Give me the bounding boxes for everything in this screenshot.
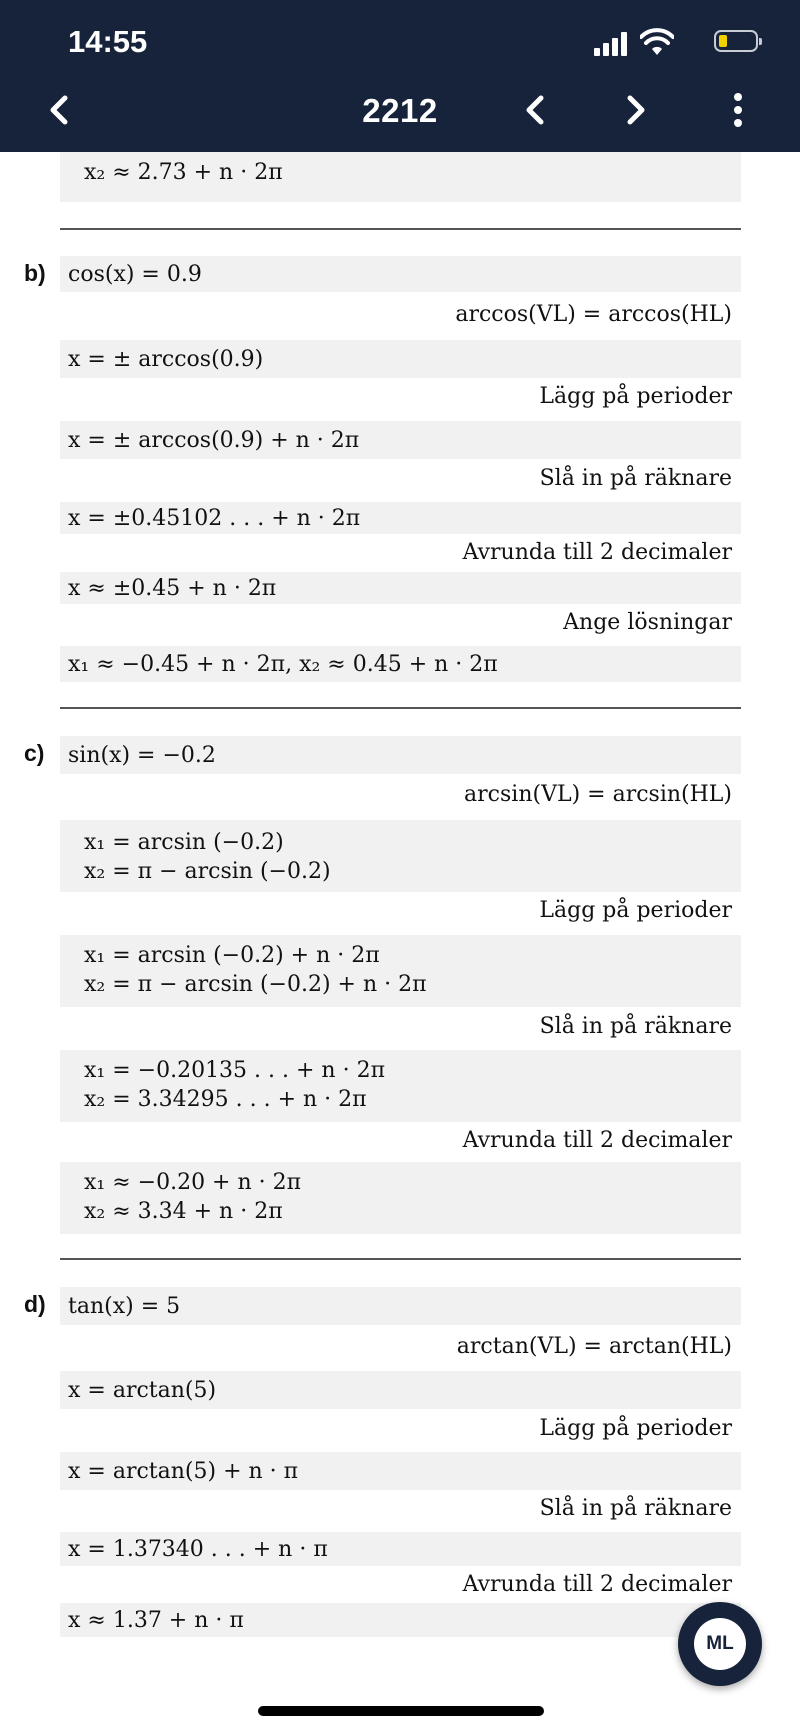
math-line: x₁ ≈ −0.20 + n · 2π [84,1170,302,1195]
status-icons [588,26,758,60]
math-box [60,646,741,682]
math-box [60,572,741,604]
status-time: 14:55 [68,24,148,59]
ml-floating-button[interactable] [678,1602,762,1686]
math-line: x₂ ≈ 2.73 + n · 2π [84,160,283,185]
step-hint: arcsin(VL) = arcsin(HL) [464,782,732,807]
math-box [60,1532,741,1566]
step-hint: Avrunda till 2 decimaler [462,1572,732,1597]
page-title: 2212 [362,92,438,129]
chevron-left-icon [516,90,556,130]
math-box [60,820,741,892]
step-hint: Ange lösningar [563,610,732,635]
previous-exercise-button[interactable] [516,90,556,130]
math-line: x = ±0.45102 . . . + n · 2π [68,505,361,531]
math-box [60,256,741,292]
math-box [60,421,741,459]
math-line: x₁ = arcsin (−0.2) + n · 2π [84,943,380,968]
divider [60,228,741,230]
math-box [60,1452,741,1490]
math-box [60,1371,741,1409]
step-hint: Slå in på räknare [539,466,732,491]
divider [60,707,741,709]
math-line: x = arctan(5) [68,1377,217,1403]
chevron-right-icon [615,90,655,130]
more-options-button[interactable] [718,90,758,130]
section-label-c: c) [24,740,45,766]
step-hint: Avrunda till 2 decimaler [462,540,732,565]
section-label-d: d) [24,1291,46,1317]
math-line: x ≈ 1.37 + n · π [68,1607,244,1633]
math-box [60,935,741,1007]
math-line: x ≈ ±0.45 + n · 2π [68,575,277,601]
math-line: x₁ ≈ −0.45 + n · 2π, x₂ ≈ 0.45 + n · 2π [68,651,498,677]
step-hint: Lägg på perioder [539,1416,732,1441]
step-hint: arccos(VL) = arccos(HL) [455,302,732,327]
math-box [60,340,741,378]
math-line: sin(x) = −0.2 [68,742,216,768]
math-box [60,1050,741,1122]
math-box [60,502,741,534]
home-indicator[interactable] [258,1706,544,1716]
math-line: tan(x) = 5 [68,1293,181,1319]
app-header [0,0,800,152]
step-hint: Slå in på räknare [539,1014,732,1039]
step-hint: Slå in på räknare [539,1496,732,1521]
math-line: x₂ = 3.34295 . . . + n · 2π [84,1087,367,1112]
math-box [60,736,741,774]
battery-icon [714,30,758,52]
step-hint: Lägg på perioder [539,384,732,409]
step-hint: Lägg på perioder [539,898,732,923]
math-box [60,1162,741,1234]
math-line: x = ± arccos(0.9) [68,346,264,372]
math-line: x₁ = −0.20135 . . . + n · 2π [84,1058,386,1083]
math-line: x = 1.37340 . . . + n · π [68,1536,328,1562]
next-exercise-button[interactable] [615,90,655,130]
cellular-signal-icon [594,30,630,56]
math-line: x₂ = π − arcsin (−0.2) [84,859,331,884]
more-vertical-icon [718,90,758,130]
divider [60,1258,741,1260]
step-hint: arctan(VL) = arctan(HL) [456,1334,732,1359]
math-line: x₂ = π − arcsin (−0.2) + n · 2π [84,972,427,997]
math-line: x₂ ≈ 3.34 + n · 2π [84,1199,283,1224]
math-line: x₁ = arcsin (−0.2) [84,830,284,855]
section-label-b: b) [24,260,46,286]
step-hint: Avrunda till 2 decimaler [462,1128,732,1153]
ml-logo: ML [694,1618,746,1670]
math-box [60,1287,741,1325]
wifi-icon [640,28,674,56]
math-line: x = arctan(5) + n · π [68,1458,299,1484]
math-box [60,1603,741,1637]
math-line: cos(x) = 0.9 [68,261,202,287]
nav-bar [0,84,800,140]
math-line: x = ± arccos(0.9) + n · 2π [68,427,360,453]
